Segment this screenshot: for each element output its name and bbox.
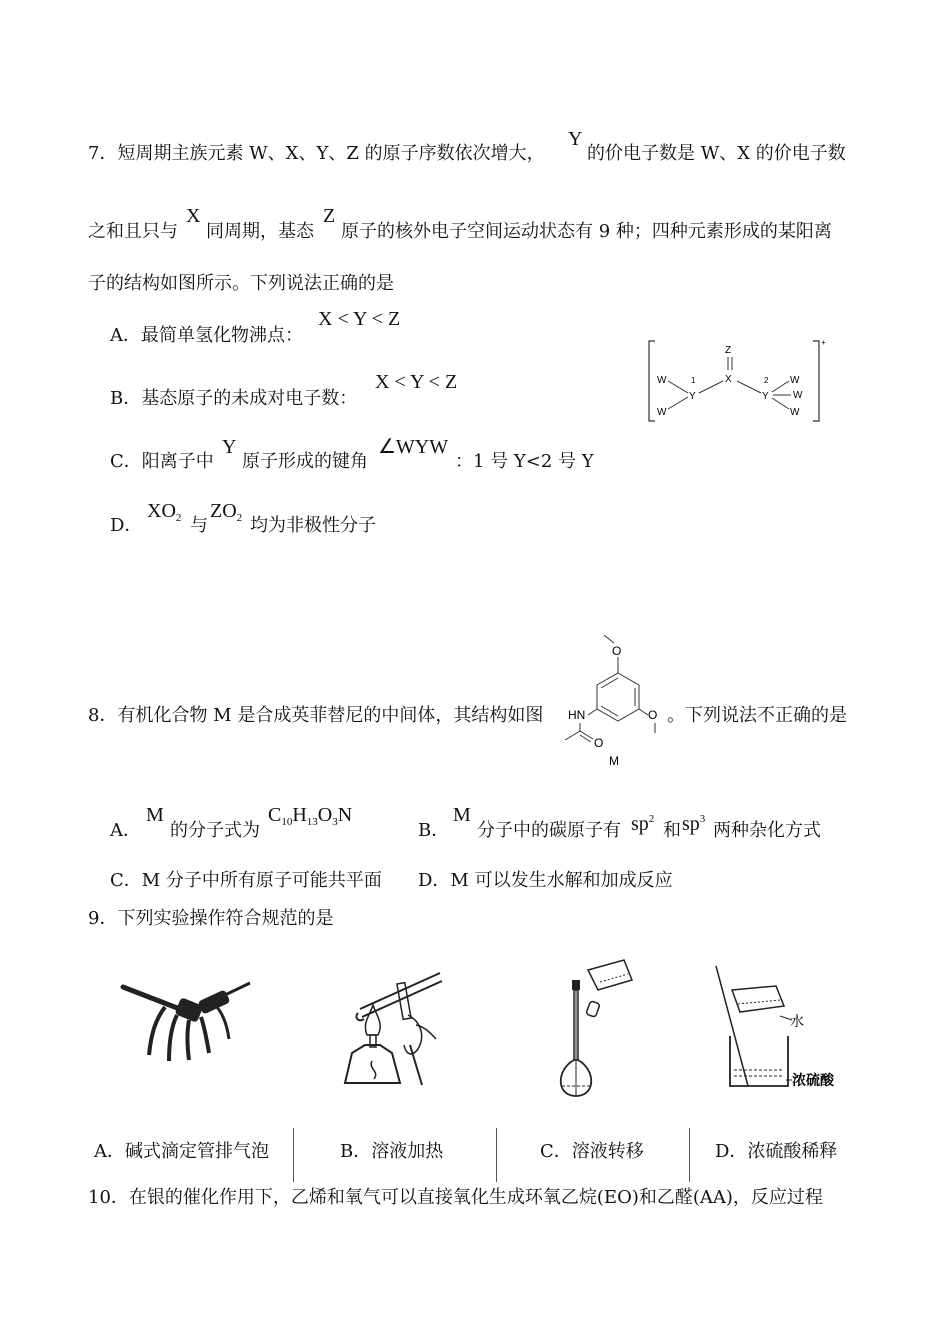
q8-option-b-text: 分子中的碳原子有 [477,820,621,841]
divider [496,1128,497,1182]
q7-cation-structure [645,335,830,425]
q9-stem: 9．下列实验操作符合规范的是 [88,908,334,929]
cation-atom-w: W [793,390,803,401]
q7-option-b-label: B．基态原子的未成对电子数： [110,388,358,409]
divider [689,1128,690,1182]
q7-stem-line2-part1: 之和且只与 [88,221,178,242]
q7-stem-y-symbol: Y [568,128,583,150]
q8-option-a-formula: $C_{10}H_{13}O_3N$ [268,804,353,828]
q7-stem-line3: 子的结构如图所示。下列说法正确的是 [88,273,394,294]
q8-molecule-m [560,635,670,770]
q8-option-d: D．M 可以发生水解和加成反应 [418,870,673,891]
mol-label-m: M [609,754,619,768]
q7-option-a-label: A．最简单氢化物沸点： [110,325,303,346]
cation-charge: + [821,338,826,347]
q9-image-d-dilution [708,958,858,1093]
q7-option-d-connector: 与 [190,515,208,536]
q7-stem-line1-part2: 的价电子数是 W、X 的价电子数 [587,143,846,164]
q7-stem-z-symbol: Z [323,205,336,227]
mol-nh-group: HN [568,708,586,722]
q7-option-b-formula: X < Y < Z [375,371,458,393]
q10-stem: 10．在银的催化作用下，乙烯和氧气可以直接氧化生成环氧乙烷(EO)和乙醛(AA)，反应过程 [88,1187,823,1208]
cation-atom-y1: Y [689,391,696,402]
label-concentrated-acid: 浓硫酸 [792,1072,834,1088]
cation-atom-w: W [657,407,667,418]
cation-atom-w: W [657,375,667,386]
cation-atom-w: W [790,375,800,386]
q8-option-b-end: 两种杂化方式 [713,820,821,841]
q8-option-b-sp2: $sp^2$ [631,813,655,835]
q7-stem-line2-part3: 原子的核外电子空间运动状态有 9 种；四种元素形成的某阳离 [341,221,832,242]
q7-option-c-part1: C．阳离子中 [110,451,214,472]
q8-option-c: C．M 分子中所有原子可能共平面 [110,870,382,891]
mol-oxygen-right: O [648,708,658,722]
q9-option-a: A．碱式滴定管排气泡 [94,1141,269,1162]
q9-option-c: C．溶液转移 [540,1141,644,1162]
q8-option-b-sp3: $sp^3$ [682,813,706,835]
mol-oxygen-top: O [612,644,622,658]
q7-option-c-angle: ∠WYW [378,436,449,458]
q7-stem-line2-part2: 同周期，基态 [206,221,314,242]
q8-option-a-label: A． [110,820,141,841]
cation-atom-x: X [725,374,732,385]
q7-option-d-label: D． [110,515,143,536]
q7-option-c-part3: ：1 号 Y<2 号 Y [455,451,594,472]
q7-option-d-end: 均为非极性分子 [250,515,376,536]
q8-option-b-and: 和 [663,820,681,841]
q8-stem-part2: 。下列说法不正确的是 [667,705,847,726]
q8-option-a-text: 的分子式为 [170,820,260,841]
q8-option-a-m: M [146,804,164,826]
cation-atom-w: W [790,407,800,418]
label-water: 水 [790,1013,804,1029]
cation-label-1: 1 [691,376,696,385]
q7-option-c-y-symbol: Y [222,436,237,458]
cation-atom-y2: Y [762,391,769,402]
q9-image-b-heating [340,965,455,1090]
q7-option-d-formula-2: $ZO_2$ [210,500,243,524]
cation-label-2: 2 [764,376,769,385]
q9-option-b: B．溶液加热 [340,1141,444,1162]
mol-oxygen-carbonyl: O [594,736,604,750]
q7-option-a-formula: X < Y < Z [318,308,401,330]
cation-atom-z: Z [725,345,732,356]
q9-image-a-burette [115,965,260,1070]
q9-image-c-transfer [548,950,638,1100]
q7-stem-x-symbol: X [186,205,201,227]
divider [293,1128,294,1182]
q7-option-c-part2: 原子形成的键角 [242,451,368,472]
q8-option-b-m: M [453,804,471,826]
q8-option-b-label: B． [418,820,450,841]
q9-option-d: D．浓硫酸稀释 [715,1141,838,1162]
q7-stem-line1-part1: 7．短周期主族元素 W、X、Y、Z 的原子序数依次增大， [88,143,545,164]
q8-stem-part1: 8．有机化合物 M 是合成英菲替尼的中间体，其结构如图 [88,705,544,726]
q7-option-d-formula-1: $XO_2$ [147,500,182,524]
